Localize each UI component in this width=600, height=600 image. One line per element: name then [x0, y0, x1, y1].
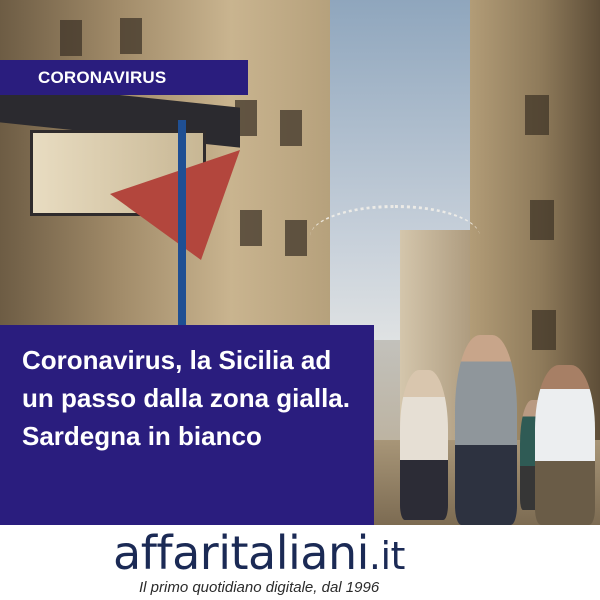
logo-part-italiani: italiani	[218, 526, 369, 580]
photo-pole	[178, 120, 186, 330]
headline-box[interactable]	[0, 325, 374, 525]
photo-light-garland	[310, 205, 480, 268]
brand-tagline: Il primo quotidiano digitale, dal 1996	[139, 579, 380, 596]
logo-part-affar: affar	[113, 526, 219, 580]
brand-footer	[0, 525, 600, 600]
category-tag-label: CORONAVIRUS	[38, 67, 167, 87]
photo-person	[535, 365, 595, 525]
headline-text: Coronavirus, la Sicilia ad un passo dalla zona gialla. Sardegna in bianco	[22, 345, 350, 451]
category-tag[interactable]	[0, 60, 248, 95]
brand-logo[interactable]	[113, 527, 405, 582]
photo-person	[400, 370, 448, 520]
photo-person	[455, 335, 517, 525]
logo-tld: .it	[368, 534, 405, 578]
